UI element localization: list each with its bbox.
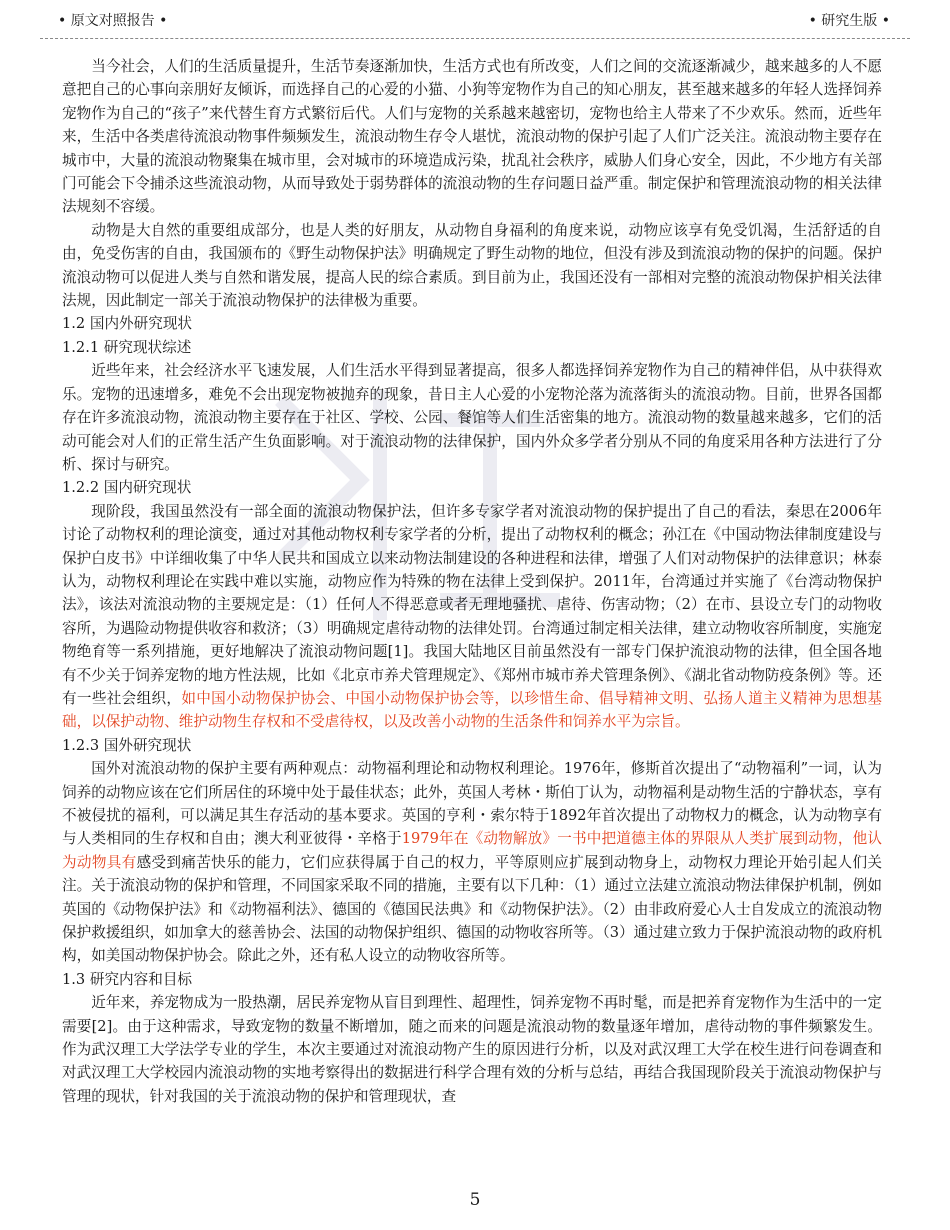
section-heading (62, 968, 882, 991)
text-segment: 感受到痛苦快乐的能力，它们应获得属于自己的权力，平等原则应扩展到动物身上，动物权力理论开始引起人们关注。关于流浪动物的保护和管理，不同国家采取不同的措施，主要有以下几种：（1）通过立法建立流浪动物法律保护机制，例如英国的《动物保护法》和《动物福利法》、德国的《德国民法典》和《动物保护法》。（2）由非政府爱心人士自发成立的流浪动物保护救援组织，如加拿大的慈善协会、法国的动物保护组织、德国的动物收容所等。（3）通过建立致力于保护流浪动物的政府机构，如美国动物保护协会。除此之外，还有私人设立的动物收容所等。 (62, 853, 882, 965)
page-header (0, 0, 950, 40)
text-segment: 近些年来，社会经济水平飞速发展，人们生活水平得到显著提高，很多人都选择饲养宠物作为自己的精神伴侣，从中获得欢乐。宠物的迅速增多，难免不会出现宠物被抛弃的现象，昔日主人心爱的小宠物沦落为流落街头的流浪动物。目前，世界各国都存在许多流浪动物，流浪动物主要存在于社区、学校、公园、餐馆等人们生活密集的地方。流浪动物的数量越来越多，它们的活动可能会对人们的正常生活产生负面影响。对于流浪动物的法律保护，国内外众多学者分别从不同的角度采用各种方法进行了分析、探讨与研究。 (62, 362, 882, 473)
highlighted-text: 如中国小动物保护协会、中国小动物保护协会等，以珍惜生命、倡导精神文明、弘扬人道主义精神为思想基础，以保护动物、维护动物生存权和不受虐待权，以及改善小动物的生活条件和饲养水平为宗旨。 (62, 689, 882, 731)
section-heading (62, 312, 882, 335)
text-segment: 1.2.3 国外研究现状 (62, 736, 192, 754)
header-divider (40, 38, 910, 39)
body-paragraph (62, 500, 882, 734)
text-segment: 1.2.2 国内研究现状 (62, 479, 192, 497)
header-right-title: • 研究生版 • (808, 13, 890, 29)
body-paragraph (62, 991, 882, 1108)
body-paragraph (62, 55, 882, 219)
header-left-title: • 原文对照报告 • (58, 13, 168, 29)
section-heading (62, 336, 882, 359)
body-paragraph (62, 219, 882, 313)
body-paragraph (62, 359, 882, 476)
text-segment: 动物是大自然的重要组成部分，也是人类的好朋友，从动物自身福利的角度来说，动物应该享有免受饥渴，生活舒适的自由，免受伤害的自由，我国颁布的《野生动物保护法》明确规定了野生动物的地位，但没有涉及到流浪动物的保护的问题。保护流浪动物可以促进人类与自然和谐发展，提高人民的综合素质。到目前为止，我国还没有一部相对完整的流浪动物保护相关法律法规，因此制定一部关于流浪动物保护的法律极为重要。 (62, 221, 882, 310)
text-segment: 1.2 国内外研究现状 (62, 315, 193, 333)
page-number: 5 (469, 1190, 481, 1210)
section-heading (62, 476, 882, 499)
highlighted-text: 1979年在《动物解放》一书中把道德主体的界限从人类扩展到动物，他认为动物具有 (62, 830, 882, 871)
body-paragraph (62, 757, 882, 968)
document-body (62, 55, 882, 1108)
text-segment: 1.2.1 研究现状综述 (62, 338, 192, 356)
text-segment: 当今社会，人们的生活质量提升，生活节奏逐渐加快，生活方式也有所改变，人们之间的交流逐渐减少，越来越多的人不愿意把自己的心事向亲朋好友倾诉，而选择自己的心爱的小猫、小狗等宠物作为自己的知心朋友，甚至越来越多的年轻人选择饲养宠物作为自己的“孩子”来代替生育方式繁衍后代。人们与宠物的关系越来越密切，宠物也给主人带来了不少欢乐。然而，近些年来，生活中各类虐待流浪动物事件频频发生，流浪动物生存令人堪忧，流浪动物的保护引起了人们广泛关注。流浪动物主要存在城市中，大量的流浪动物聚集在城市里，会对城市的环境造成污染，扰乱社会秩序，威胁人们身心安全，因此，不少地方有关部门可能会下令捕杀这些流浪动物，从而导致处于弱势群体的流浪动物的生存问题日益严重。制定保护和管理流浪动物的相关法律法规刻不容缓。 (62, 58, 882, 216)
text-segment: 近年来，养宠物成为一股热潮，居民养宠物从盲目到理性、超理性，饲养宠物不再时髦，而是把养育宠物作为生活中的一定需要[2]。由于这种需求，导致宠物的数量不断增加，随之而来的问题是流浪动物的数量逐年增加，虐待动物的事件频繁发生。作为武汉理工大学法学专业的学生，本次主要通过对流浪动物产生的原因进行分析，以及对武汉理工大学在校生进行问卷调查和对武汉理工大学校园内流浪动物的实地考察得出的数据进行科学合理有效的分析与总结，再结合我国现阶段关于流浪动物保护与管理的现状，针对我国的关于流浪动物的保护和管理现状，查 (62, 994, 882, 1105)
section-heading (62, 734, 882, 757)
text-segment: 现阶段，我国虽然没有一部全面的流浪动物保护法，但许多专家学者对流浪动物的保护提出了自己的看法，秦思在2006年讨论了动物权利的理论演变，通过对其他动物权利专家学者的分析，提出了动物权利的概念；孙江在《中国动物法律制度建设与保护白皮书》中详细收集了中华人民共和国成立以来动物法制建设的各种进程和法律，增强了人们对动物保护的法律意识；林泰认为，动物权利理论在实践中难以实施，动物应作为特殊的物在法律上受到保护。2011年，台湾通过并实施了《台湾动物保护法》，该法对流浪动物的主要规定是：（1）任何人不得恶意或者无理地骚扰、虐待、伤害动物；（2）在市、县设立专门的动物收容所，为遇险动物提供收容和救济；（3）明确规定虐待动物的法律处罚。台湾通过制定相关法律，建立动物收容所制度，实施宠物绝育等一系列措施，更好地解决了流浪动物问题[1]。我国大陆地区目前虽然没有一部专门保护流浪动物的法律，但全国各地有不少关于饲养宠物的地方性法规，比如《北京市养犬管理规定》、《郑州市城市养犬管理条例》、《湖北省动物防疫条例》等。还有一些社会组织， (62, 502, 882, 707)
text-segment: 1.3 研究内容和目标 (62, 970, 193, 988)
text-segment: 国外对流浪动物的保护主要有两种观点：动物福利理论和动物权利理论。1976年，修斯首次提出了“动物福利”一词，认为饲养的动物应该在它们所居住的环境中处于最佳状态；此外，英国人考林・斯伯丁认为，动物福利是动物生活的宁静状态，享有不被侵扰的福利，可以满足其生存活动的基本要求。英国的亨利・索尔特于1892年首次提出了动物权力的概念，认为动物享有与人类相同的生存权和自由；澳大利亚彼得・辛格于 (62, 760, 882, 848)
